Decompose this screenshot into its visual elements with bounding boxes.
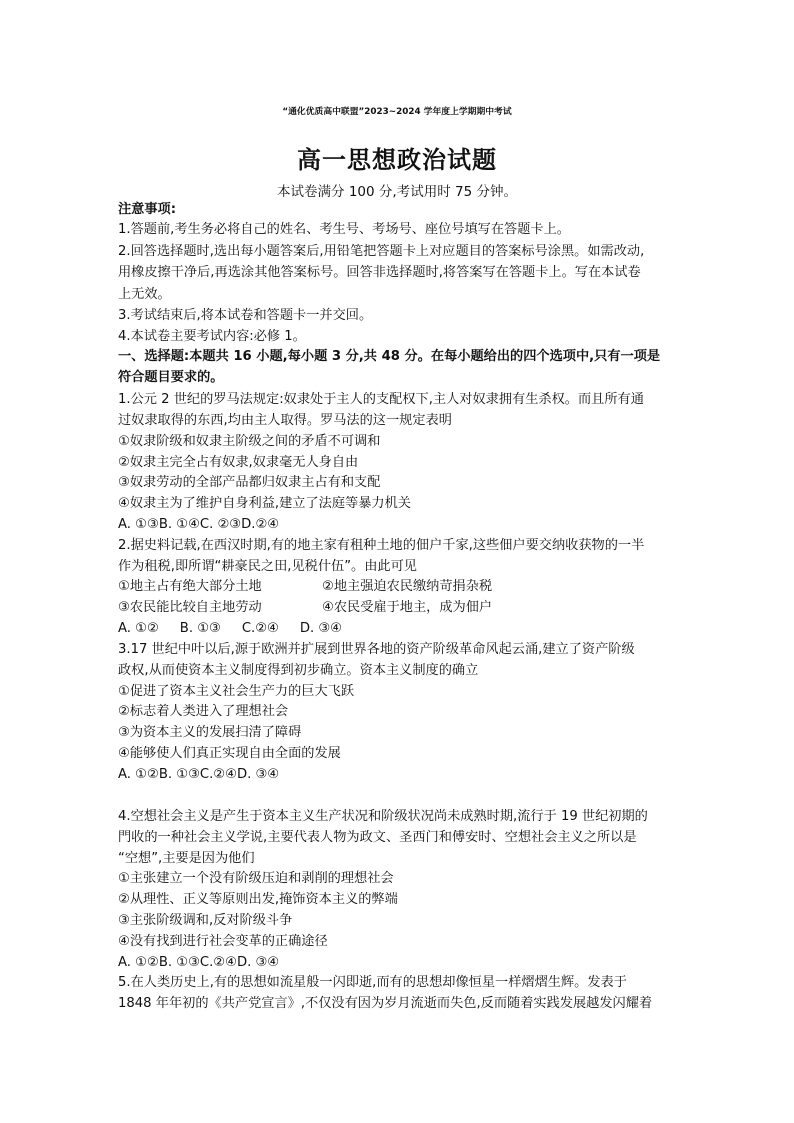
q3-answers: A. ①②B. ①③C.②④D. ③④ bbox=[118, 767, 280, 782]
notice-heading: 注意事项: bbox=[118, 202, 177, 217]
q1-option: ①奴隶阶级和奴隶主阶级之间的矛盾不可调和 bbox=[118, 434, 381, 449]
q2-stem: 作为租税,即所谓“耕豪民之田,见税什伍”。由此可见 bbox=[118, 559, 417, 574]
q1-option: ②奴隶主完全占有奴隶,奴隶毫无人身自由 bbox=[118, 455, 359, 470]
q2-stem: 2.据史料记载,在西汉时期,有的地主家有租种土地的佃户千家,这些佃户要交纳收获物的一半 bbox=[118, 538, 645, 553]
q1-option: ④奴隶主为了维护自身利益,建立了法庭等暴力机关 bbox=[118, 496, 411, 511]
q4-option: ②从理性、正义等原则出发,掩饰资本主义的弊端 bbox=[118, 892, 398, 907]
notice-item: 用橡皮擦干净后,再选涂其他答案标号。回答非选择题时,将答案写在答题卡上。写在本试卷 bbox=[118, 265, 641, 280]
notice-item: 4.本试卷主要考试内容:必修 1。 bbox=[118, 329, 306, 344]
section-heading: 一、选择题:本题共 16 小题,每小题 3 分,共 48 分。在每小题给出的四个选项中,只有一项是 bbox=[118, 349, 661, 364]
q1-stem: 过奴隶取得的东西,均由主人取得。罗马法的这一规定表明 bbox=[118, 413, 452, 428]
q1-option: ③奴隶劳动的全部产品都归奴隶主占有和支配 bbox=[118, 475, 381, 490]
q4-stem: 門收的一种社会主义学说,主要代表人物为政文、圣西门和傅安时、空想社会主义之所以是 bbox=[118, 830, 637, 845]
exam-info: 本试卷满分 100 分,考试用时 75 分钟。 bbox=[277, 184, 517, 200]
q4-option: ④没有找到进行社会变革的正确途径 bbox=[118, 934, 328, 949]
notice-item: 2.回答选择题时,选出每小题答案后,用铅笔把答题卡上对应题目的答案标号涂黑。如需改动, bbox=[118, 244, 645, 259]
subject-title: 高一思想政治试题 bbox=[297, 146, 497, 174]
q3-option: ①促进了资本主义社会生产力的巨大飞跃 bbox=[118, 684, 355, 699]
q1-answers: A. ①③B. ①④C. ②③D.②④ bbox=[118, 517, 280, 532]
q3-option: ④能够使人们真正实现自由全面的发展 bbox=[118, 746, 341, 761]
q2-option: ②地主强迫农民缴纳苛捐杂税 bbox=[322, 579, 493, 594]
q3-option: ③为资本主义的发展扫清了障碍 bbox=[118, 725, 302, 740]
q5-stem: 5.在人类历史上,有的思想如流星般一闪即逝,而有的思想却像恒星一样熠熠生辉。发表于 bbox=[118, 975, 627, 990]
exam-title: “通化优质高中联盟”2023~2024 学年度上学期期中考试 bbox=[282, 107, 512, 117]
q2-answers: A. ①② B. ①③ C.②④ D. ③④ bbox=[118, 621, 343, 636]
q2-option: ①地主占有绝大部分土地 bbox=[118, 579, 262, 594]
q5-stem: 1848 年年初的《共产党宣言》,不仅没有因为岁月流逝而失色,反而随着实践发展越发闪耀着 bbox=[118, 996, 653, 1011]
q3-stem: 3.17 世纪中叶以后,源于欧洲并扩展到世界各地的资产阶级革命风起云涌,建立了资产阶级 bbox=[118, 642, 635, 657]
section-heading-cont: 符合题目要求的。 bbox=[118, 370, 224, 385]
notice-item: 1.答题前,考生务必将自己的姓名、考生号、考场号、座位号填写在答题卡上。 bbox=[118, 222, 570, 237]
q1-stem: 1.公元 2 世纪的罗马法规定:奴隶处于主人的支配权下,主人对奴隶拥有生杀权。而且所有通 bbox=[118, 392, 644, 407]
q4-answers: A. ①②B. ①③C.②④D. ③④ bbox=[118, 955, 280, 970]
q4-option: ①主张建立一个没有阶级压迫和剥削的理想社会 bbox=[118, 871, 394, 886]
q2-option: ③农民能比较自主地劳动 bbox=[118, 600, 262, 615]
q3-option: ②标志着人类进入了理想社会 bbox=[118, 704, 289, 719]
q2-option: ④农民受雇于地主，成为佃户 bbox=[322, 600, 493, 615]
q4-stem: 4.空想社会主义是产生于资本主义生产状况和阶级状况尚未成熟时期,流行于 19 世纪初期的 bbox=[118, 809, 648, 824]
q3-stem: 政权,从而使资本主义制度得到初步确立。资本主义制度的确立 bbox=[118, 663, 479, 678]
q4-stem: “空想”,主要是因为他们 bbox=[118, 851, 255, 866]
q4-option: ③主张阶级调和,反对阶级斗争 bbox=[118, 913, 293, 928]
notice-item: 上无效。 bbox=[118, 287, 171, 302]
notice-item: 3.考试结束后,将本试卷和答题卡一并交回。 bbox=[118, 308, 373, 323]
